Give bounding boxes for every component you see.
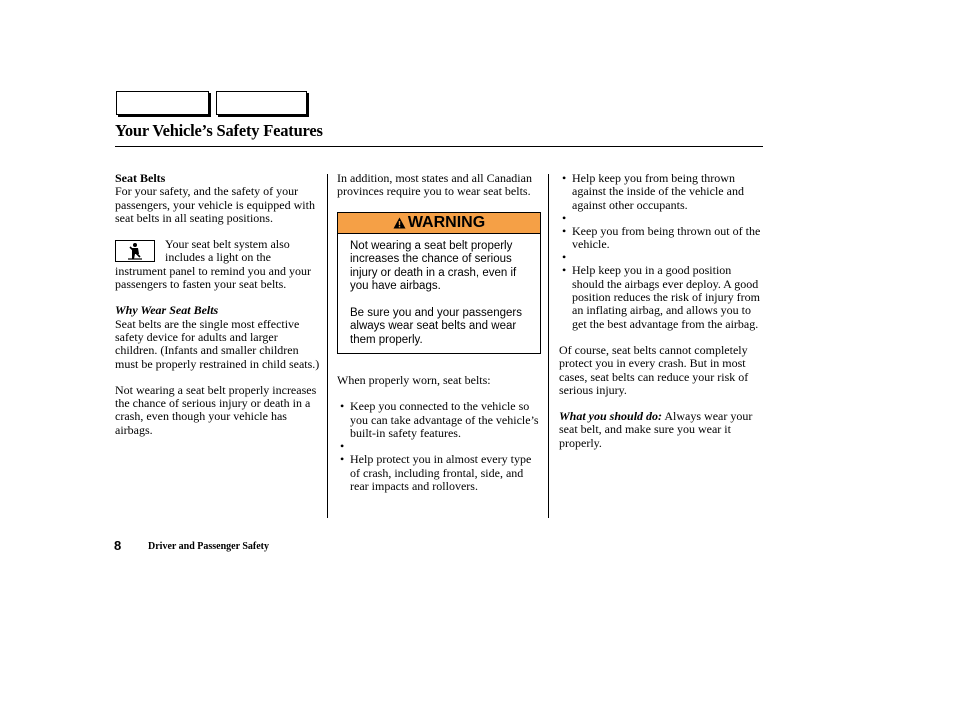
instruction-label: What you should do: bbox=[559, 409, 663, 424]
column-divider bbox=[327, 174, 328, 518]
instruction-paragraph bbox=[559, 410, 764, 450]
column-divider bbox=[548, 174, 549, 518]
warning-label: WARNING bbox=[407, 213, 486, 231]
indicator-text: Your seat belt system also includes a light on the instrument panel to remind you and your passengers to fasten your seat belts. bbox=[115, 237, 311, 292]
instruction-text: Always wear your seat belt, and make sure you wear it properly. bbox=[559, 409, 753, 450]
section-footer: Driver and Passenger Safety bbox=[148, 541, 270, 552]
page-number: 8 bbox=[114, 538, 122, 553]
warning-paragraph: Be sure you and your passengers always wear seat belts and wear them properly. bbox=[350, 306, 522, 346]
tab-box-left bbox=[116, 91, 209, 115]
column-middle bbox=[337, 172, 542, 493]
intro-paragraph: In addition, most states and all Canadian provinces require you to wear seat belts. bbox=[337, 171, 532, 199]
warning-header bbox=[338, 213, 540, 234]
warning-paragraph: Not wearing a seat belt properly increases the chance of serious injury or death in a crash, even if you have airbags. bbox=[350, 239, 517, 293]
body-paragraph: Of course, seat belts cannot completely protect you in every crash. But in most cases, seat belts can reduce your risk of serious injury. bbox=[559, 342, 749, 397]
bullet-list bbox=[559, 172, 764, 331]
title-divider bbox=[115, 146, 763, 147]
body-paragraph: Not wearing a seat belt properly increases the chance of serious injury or death in a crash, even though your vehicle has airbags. bbox=[115, 382, 317, 437]
warning-box bbox=[337, 212, 541, 355]
list-item: • Help protect you in almost every type of crash, including frontal, side, and rear impacts and rollovers. bbox=[337, 453, 542, 493]
column-right bbox=[559, 172, 764, 450]
list-spacer bbox=[559, 212, 764, 225]
list-item: • Keep you connected to the vehicle so you can take advantage of the vehicle’s built-in safety features. bbox=[337, 400, 542, 440]
tab-box-right bbox=[216, 91, 307, 115]
section-heading: Seat Belts bbox=[115, 171, 166, 185]
subheading: Why Wear Seat Belts bbox=[115, 303, 219, 318]
column-left bbox=[115, 172, 322, 437]
list-item: • Help keep you from being thrown against the inside of the vehicle and against other occupants. bbox=[559, 172, 764, 212]
bullet-list bbox=[337, 400, 542, 493]
list-item: • Help keep you in a good position should the airbags ever deploy. A good position reduces the risk of injury from an inflating airbag, and allows you to get the best advantage from the airbag. bbox=[559, 264, 764, 330]
list-item: • Keep you from being thrown out of the vehicle. bbox=[559, 225, 764, 252]
indicator-paragraph bbox=[115, 238, 322, 291]
seat-belt-reminder-icon bbox=[115, 240, 155, 262]
body-paragraph: Seat belts are the single most effective safety device for adults and larger children. (Infants and smaller children must be properly restrained in child seats.) bbox=[115, 316, 320, 371]
warning-triangle-icon bbox=[393, 217, 406, 229]
warning-body bbox=[338, 234, 540, 354]
intro-paragraph: For your safety, and the safety of your passengers, your vehicle is equipped with seat belts in all seating positions. bbox=[115, 184, 315, 225]
lead-paragraph: When properly worn, seat belts: bbox=[337, 373, 491, 388]
page-title: Your Vehicle’s Safety Features bbox=[115, 121, 323, 140]
